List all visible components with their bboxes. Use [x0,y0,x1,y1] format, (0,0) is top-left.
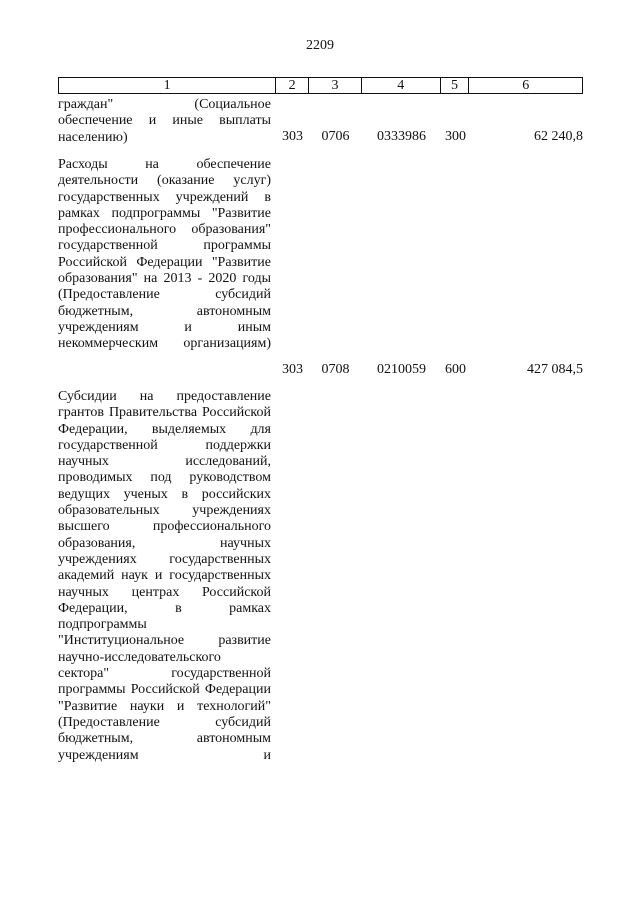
header-col-2: 2 [276,78,309,93]
header-col-5: 5 [441,78,470,93]
cell-amount: 427 084,5 [527,362,583,377]
cell-type: 300 [445,129,466,144]
cell-target: 0333986 [377,129,426,144]
page-number: 2209 [306,38,334,53]
cell-section: 0706 [321,129,350,144]
cell-target: 0210059 [377,362,426,377]
header-col-6: 6 [522,77,530,93]
cell-admin: 303 [282,362,303,377]
header-col-3: 3 [309,78,362,93]
cell-amount: 62 240,8 [534,129,583,144]
table-header [58,77,583,94]
cell-section: 0708 [321,362,350,377]
row-description: граждан" (Социальное обеспечение и иные выплаты населению) [58,97,271,145]
row-values [276,361,583,378]
cell-type: 600 [445,362,466,377]
header-col-1: 1 [59,78,276,93]
row-values [276,128,583,145]
row-description: Субсидии на предоставление грантов Правительства Российской Федерации, выделяемых для государственной поддержки научных исследований, проводимых под руководством ведущих ученых в российских образовательных учреждениях высшего профессионального образования, научных учреждениях государственных академий наук и государственных научных центрах Российской Федерации, в рамках подпрограммы "Институциональное развитие научно-исследовательского сектора" государственной программы Российской Федерации "Развитие науки и технологий" (Предоставление субсидий бюджетным, автономным учреждениям и [58,389,271,763]
header-col-4: 4 [362,78,441,93]
cell-admin: 303 [282,129,303,144]
row-description: Расходы на обеспечение деятельности (оказание услуг) государственных учреждений в рамках подпрограммы "Развитие профессионального образования" государственной программы Российской Федерации "Развитие образования" на 2013 - 2020 годы (Предоставление субсидий бюджетным, автономным учреждениям и иным некоммерческим организациям) [58,157,271,352]
